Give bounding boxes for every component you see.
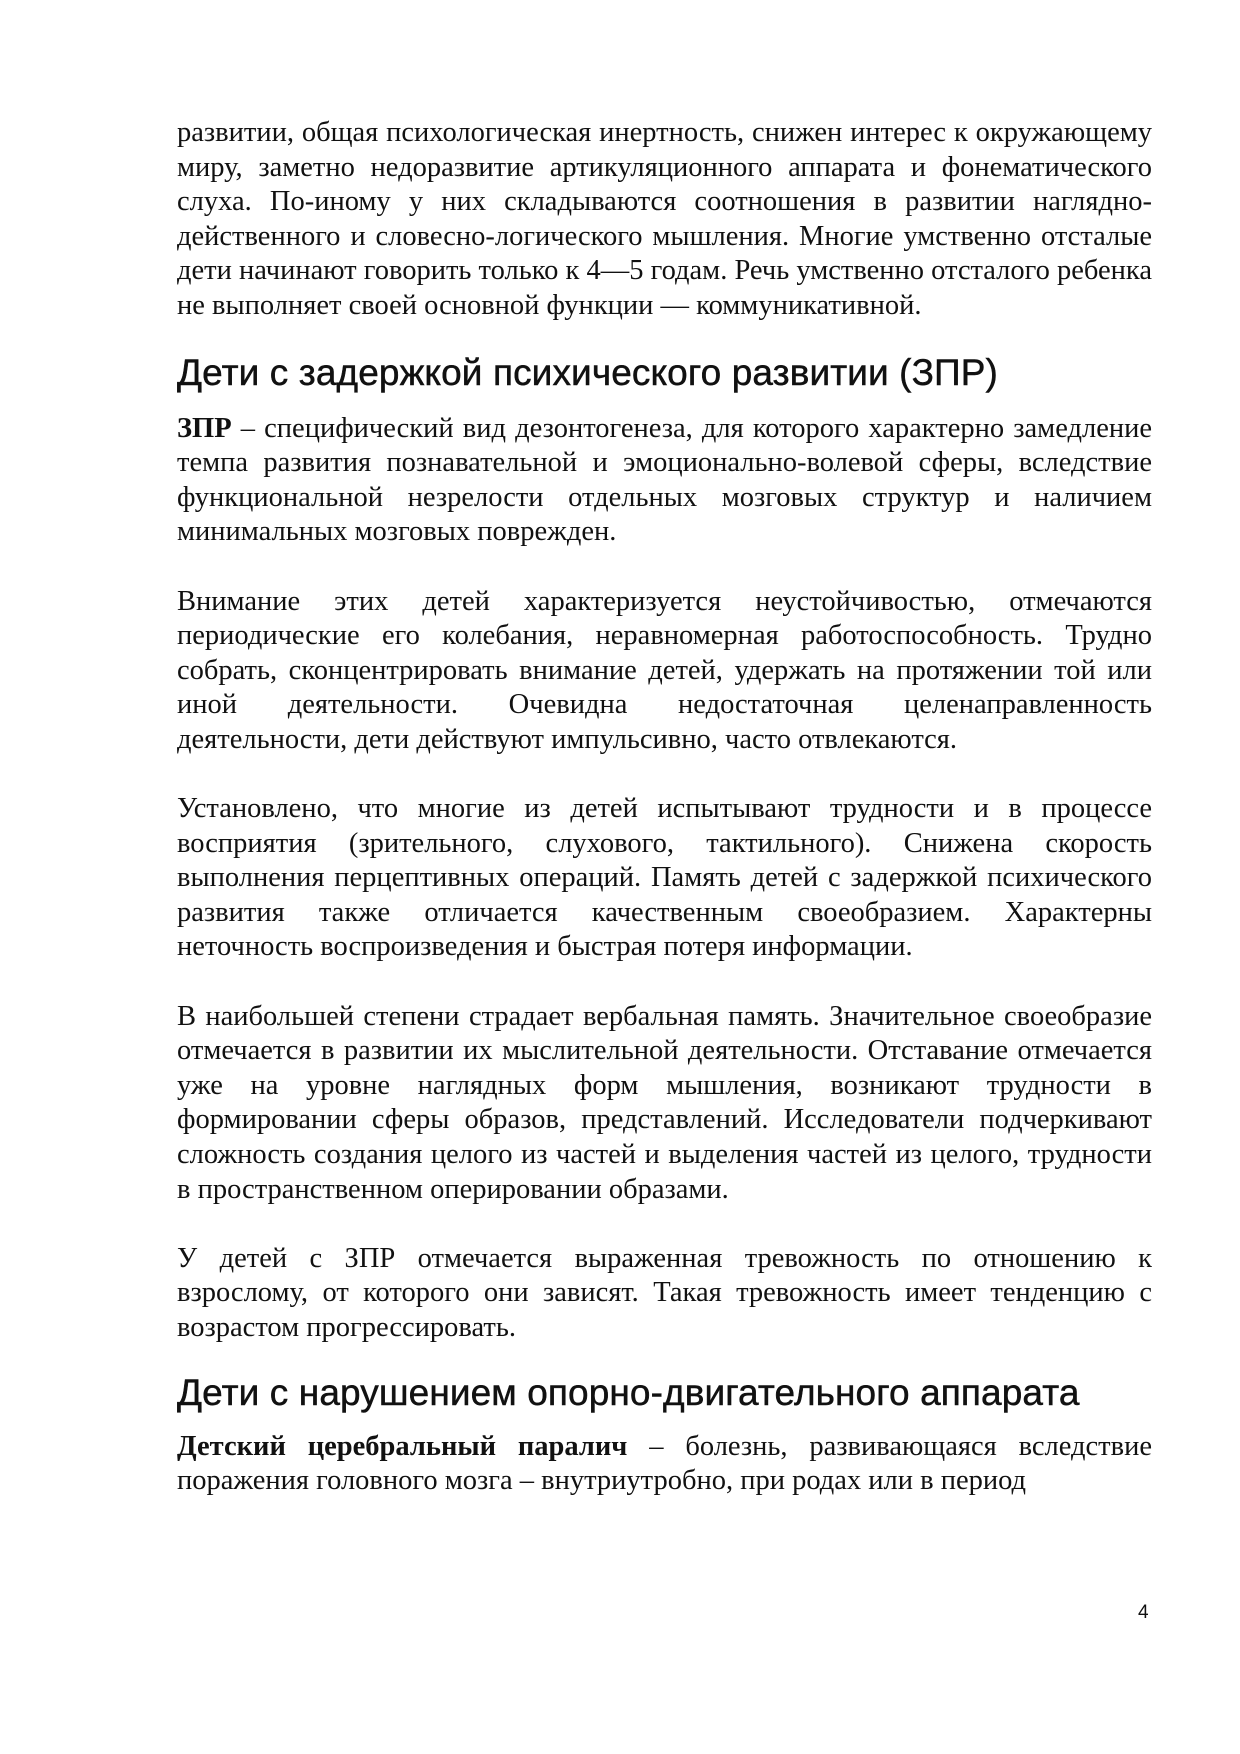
- oda-definition-text: – болезнь, развивающаяся вследствие поражения головного мозга – внутриутробно, при родах или в период: [177, 1430, 1152, 1497]
- zpr-definition-text: – специфический вид дезонтогенеза, для которого характерно замедление темпа развития познавательной и эмоционально-волевой сферы, вследствие функциональной незрелости отдельных мозговых структур и наличием минимальных мозговых поврежден.: [177, 412, 1152, 548]
- zpr-paragraph-memory: В наибольшей степени страдает вербальная память. Значительное своеобразие отмечается в развитии их мыслительной деятельности. Отставание отмечается уже на уровне наглядных форм мышления, возникают трудности в формировании сферы образов, представлений. Исследователи подчеркивают сложность создания целого из частей и выделения частей из целого, трудности в пространственном оперировании образами.: [177, 1000, 1152, 1205]
- zpr-paragraph-anxiety: У детей с ЗПР отмечается выраженная тревожность по отношению к взрослому, от которого они зависят. Такая тревожность имеет тенденцию с возрастом прогрессировать.: [177, 1242, 1152, 1343]
- zpr-paragraph-perception: Установлено, что многие из детей испытывают трудности и в процессе восприятия (зрительного, слухового, тактильного). Снижена скорость выполнения перцептивных операций. Память детей с задержкой психического развития также отличается качественным своеобразием. Характерны неточность воспроизведения и быстрая потеря информации.: [177, 793, 1152, 963]
- zpr-definition-paragraph: [177, 412, 1152, 550]
- section-heading-zpr: Дети с задержкой психического развитии (ЗПР): [177, 351, 998, 393]
- section-heading-oda: Дети с нарушением опорно-двигательного аппарата: [177, 1371, 1080, 1413]
- page-content: [177, 116, 1152, 1499]
- zpr-term: ЗПР: [177, 412, 232, 444]
- continuation-paragraph: развитии, общая психологическая инертность, снижен интерес к окружающему миру, заметно недоразвитие артикуляционного аппарата и фонематического слуха. По-иному у них складываются соотношения в развитии наглядно-действенного и словесно-логического мышления. Многие умственно отсталые дети начинают говорить только к 4—5 годам. Речь умственно отсталого ребенка не выполняет своей основной функции — коммуникативной.: [177, 117, 1152, 321]
- oda-term: Детский церебральный паралич: [177, 1430, 628, 1462]
- page-number: 4: [1138, 1602, 1149, 1623]
- zpr-paragraph-attention: Внимание этих детей характеризуется неустойчивостью, отмечаются периодические его колебания, неравномерная работоспособность. Трудно собрать, сконцентрировать внимание детей, удержать на протяжении той или иной деятельности. Очевидна недостаточная целенаправленность деятельности, дети действуют импульсивно, часто отвлекаются.: [177, 585, 1152, 755]
- oda-definition-paragraph: [177, 1430, 1152, 1499]
